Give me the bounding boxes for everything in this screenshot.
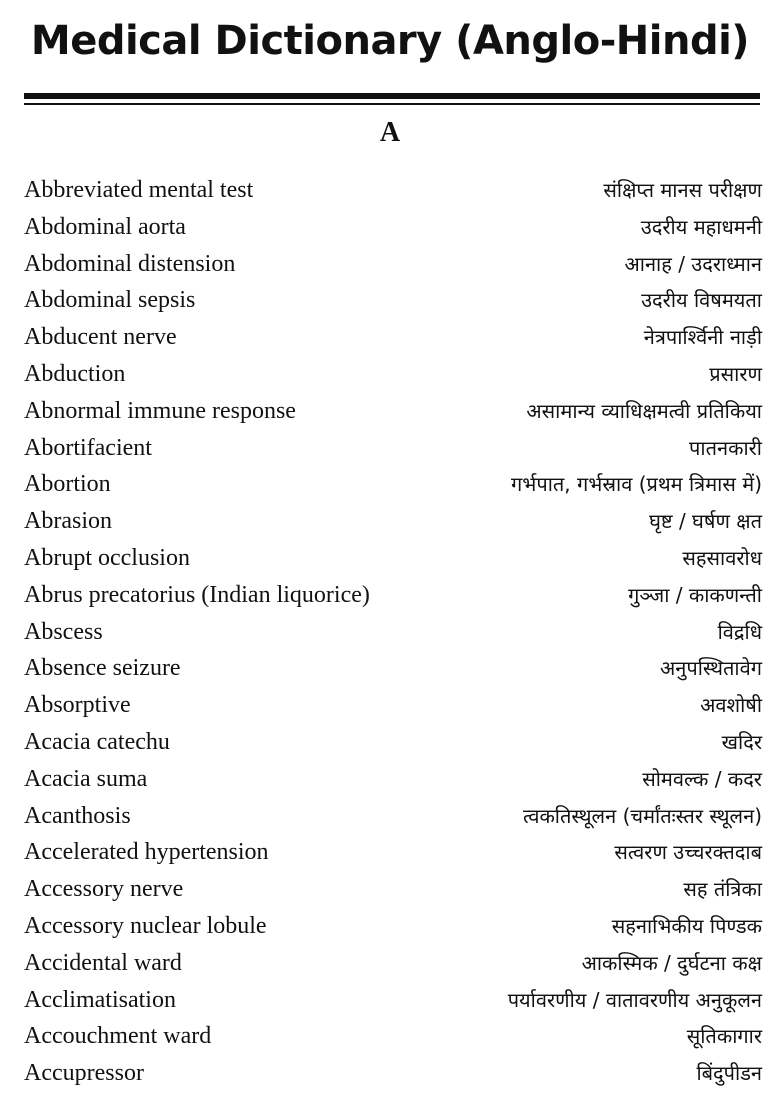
entry-term: Acclimatisation bbox=[24, 986, 176, 1013]
entry-hindi-translation: सूतिकागार bbox=[686, 1024, 762, 1049]
dictionary-entry bbox=[24, 319, 762, 356]
entry-term: Absorptive bbox=[24, 692, 131, 719]
entry-hindi-translation: पातनकारी bbox=[689, 435, 762, 460]
dictionary-entry bbox=[24, 614, 762, 651]
entry-term: Acanthosis bbox=[24, 802, 131, 829]
entry-hindi-translation: नेत्रपार्श्विनी नाड़ी bbox=[643, 325, 762, 350]
section-letter: A bbox=[379, 117, 401, 148]
dictionary-entry bbox=[24, 1018, 762, 1055]
entry-term: Abortifacient bbox=[24, 434, 152, 461]
entry-term: Acacia suma bbox=[24, 765, 148, 792]
entry-hindi-translation: खदिर bbox=[721, 729, 762, 754]
entry-hindi-translation: गर्भपात, गर्भस्राव (प्रथम त्रिमास में) bbox=[511, 472, 762, 497]
entry-term: Accupressor bbox=[24, 1060, 144, 1087]
dictionary-entry bbox=[24, 172, 762, 209]
entry-term: Abrupt occlusion bbox=[24, 544, 190, 571]
entry-hindi-translation: घृष्ट / घर्षण क्षत bbox=[649, 509, 762, 534]
dictionary-entry bbox=[24, 393, 762, 430]
dictionary-entry bbox=[24, 798, 762, 835]
entry-term: Abortion bbox=[24, 471, 111, 498]
dictionary-entry bbox=[24, 834, 762, 871]
dictionary-entry bbox=[24, 908, 762, 945]
entry-hindi-translation: विद्रधि bbox=[717, 619, 762, 644]
entry-hindi-translation: सहनाभिकीय पिण्डक bbox=[611, 913, 762, 938]
dictionary-entry bbox=[24, 246, 762, 283]
entry-term: Acacia catechu bbox=[24, 728, 170, 755]
dictionary-entry bbox=[24, 577, 762, 614]
entry-term: Abrasion bbox=[24, 508, 112, 535]
entry-hindi-translation: असामान्य व्याधिक्षमत्वी प्रतिकिया bbox=[526, 398, 762, 423]
entry-term: Abduction bbox=[24, 360, 126, 387]
page-title: Medical Dictionary (Anglo-Hindi) bbox=[30, 18, 750, 64]
entry-hindi-translation: सत्वरण उच्चरक्तदाब bbox=[614, 840, 762, 865]
dictionary-entry bbox=[24, 650, 762, 687]
entry-hindi-translation: सह तंत्रिका bbox=[683, 877, 762, 902]
entry-hindi-translation: त्वकतिस्थूलन (चर्मांतःस्तर स्थूलन) bbox=[523, 803, 762, 828]
entry-hindi-translation: अवशोषी bbox=[700, 693, 762, 718]
header-rule-thick bbox=[24, 93, 760, 99]
entry-hindi-translation: प्रसारण bbox=[709, 361, 762, 386]
entry-hindi-translation: अनुपस्थितावेग bbox=[659, 656, 762, 681]
dictionary-entry bbox=[24, 540, 762, 577]
entry-term: Accelerated hypertension bbox=[24, 839, 269, 866]
dictionary-entry bbox=[24, 724, 762, 761]
dictionary-entries bbox=[24, 172, 762, 1092]
dictionary-entry bbox=[24, 503, 762, 540]
entry-hindi-translation: संक्षिप्त मानस परीक्षण bbox=[603, 178, 762, 202]
entry-term: Abnormal immune response bbox=[24, 397, 296, 424]
entry-term: Abscess bbox=[24, 618, 103, 645]
dictionary-entry bbox=[24, 356, 762, 393]
entry-term: Abdominal distension bbox=[24, 250, 236, 277]
dictionary-entry bbox=[24, 282, 762, 319]
entry-hindi-translation: उदरीय विषमयता bbox=[641, 288, 762, 313]
entry-term: Accidental ward bbox=[24, 949, 182, 976]
entry-term: Accessory nerve bbox=[24, 876, 184, 903]
dictionary-entry bbox=[24, 466, 762, 503]
dictionary-entry bbox=[24, 1055, 762, 1092]
dictionary-entry bbox=[24, 209, 762, 246]
entry-term: Abdominal aorta bbox=[24, 213, 186, 240]
header-rule-thin bbox=[24, 103, 760, 105]
entry-term: Abdominal sepsis bbox=[24, 287, 196, 314]
entry-hindi-translation: गुञ्जा / काकणन्ती bbox=[628, 582, 762, 607]
entry-hindi-translation: उदरीय महाधमनी bbox=[640, 214, 762, 239]
entry-term: Abbreviated mental test bbox=[24, 177, 254, 203]
entry-term: Accessory nuclear lobule bbox=[24, 912, 267, 939]
dictionary-entry bbox=[24, 687, 762, 724]
dictionary-entry bbox=[24, 982, 762, 1019]
dictionary-entry bbox=[24, 871, 762, 908]
dictionary-entry bbox=[24, 430, 762, 467]
entry-hindi-translation: बिंदुपीडन bbox=[696, 1061, 762, 1086]
entry-term: Abducent nerve bbox=[24, 324, 177, 351]
dictionary-entry bbox=[24, 761, 762, 798]
entry-term: Abrus precatorius (Indian liquorice) bbox=[24, 581, 370, 608]
entry-term: Absence seizure bbox=[24, 655, 181, 682]
entry-hindi-translation: आनाह / उदराध्मान bbox=[624, 251, 762, 276]
entry-hindi-translation: सोमवल्क / कदर bbox=[642, 766, 762, 791]
dictionary-entry bbox=[24, 945, 762, 982]
entry-hindi-translation: आकस्मिक / दुर्घटना कक्ष bbox=[581, 950, 762, 975]
entry-hindi-translation: सहसावरोध bbox=[682, 545, 762, 570]
entry-hindi-translation: पर्यावरणीय / वातावरणीय अनुकूलन bbox=[507, 987, 762, 1012]
entry-term: Accouchment ward bbox=[24, 1023, 212, 1050]
